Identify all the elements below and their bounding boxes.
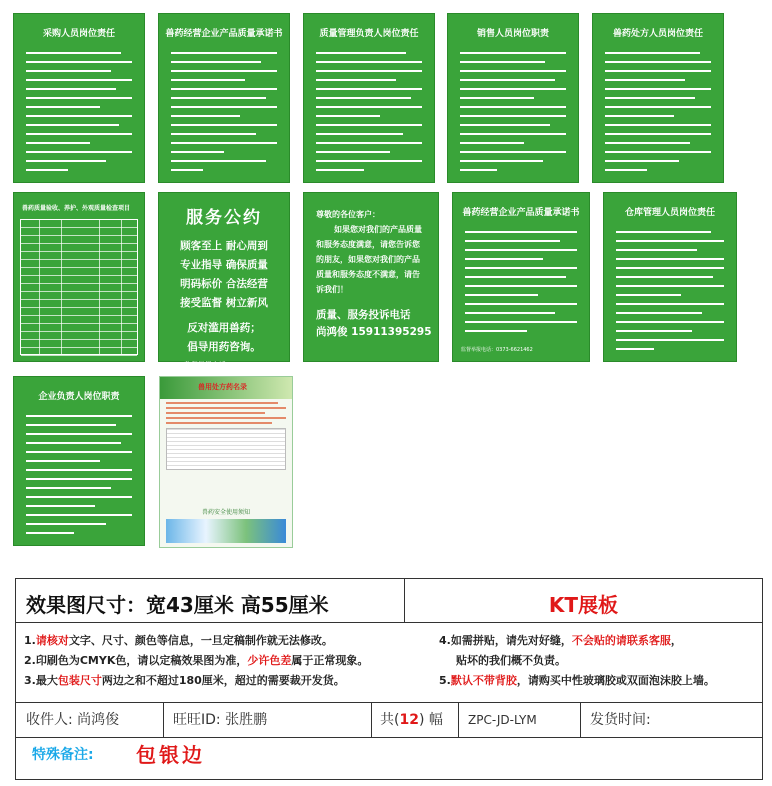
poster-header bbox=[160, 377, 292, 399]
text-lines bbox=[465, 231, 577, 339]
service-line: 接受监督 树立新风 bbox=[180, 297, 268, 309]
complaint-greeting: 尊敬的各位客户： bbox=[316, 210, 380, 219]
text-lines bbox=[26, 52, 132, 178]
notes bbox=[24, 631, 756, 695]
panel-title: 兽药质量验收、养护、外观质量检查项目 bbox=[22, 205, 131, 212]
service-line: 倡导用药咨询。 bbox=[187, 341, 261, 353]
service-line: 反对滥用兽药； bbox=[187, 322, 261, 334]
note-3: 3.最大包装尺寸两边之和不超过180厘米，超过的需要裁开发货。 bbox=[24, 674, 345, 687]
panel-warehouse-duties bbox=[603, 192, 737, 362]
poster-photos bbox=[166, 519, 286, 543]
poster-title: 兽用处方药名录 bbox=[198, 383, 247, 391]
panel-title: 企业负责人岗位职责 bbox=[38, 392, 120, 402]
special-note-label: 特殊备注: bbox=[32, 747, 94, 763]
size-label: 效果图尺寸：宽43厘米 高55厘米 bbox=[26, 593, 329, 617]
text-lines bbox=[460, 52, 566, 178]
panel-sales-duties bbox=[447, 13, 579, 183]
panel-title: 兽药经营企业产品质量承诺书 bbox=[462, 208, 580, 218]
text-lines bbox=[26, 415, 132, 541]
note-1: 1.请核对文字、尺寸、颜色等信息，一旦定稿制作就无法修改。 bbox=[24, 634, 333, 647]
material-label: KT展板 bbox=[548, 593, 619, 617]
service-hotline: 监督举报电话：6621462 bbox=[183, 361, 265, 369]
panel-complaint-notice bbox=[303, 192, 439, 362]
note-2: 2.印刷色为CMYK色，请以定稿效果图为准，少许色差属于正常现象。 bbox=[24, 654, 369, 667]
panel-quality-manager-duties bbox=[303, 13, 435, 183]
size-row bbox=[16, 579, 762, 623]
panel-purchasing-duties bbox=[13, 13, 145, 183]
poster-table bbox=[166, 428, 286, 470]
complaint-heading: 质量、服务投诉电话 bbox=[316, 309, 411, 321]
panel-title: 仓库管理人员岗位责任 bbox=[624, 208, 715, 218]
service-line: 顾客至上 耐心周到 bbox=[180, 240, 268, 252]
order-info-box bbox=[15, 578, 763, 780]
panel-manager-duties bbox=[13, 376, 145, 546]
note-5: 5.默认不带背胶，请购买中性玻璃胶或双面泡沫胶上墙。 bbox=[439, 674, 715, 687]
service-line: 明码标价 合法经营 bbox=[180, 278, 268, 290]
panel-title: 销售人员岗位职责 bbox=[476, 29, 549, 39]
recipient: 收件人: 尚鸿俊 bbox=[26, 712, 120, 728]
text-lines bbox=[171, 52, 277, 178]
panel-prescription-duties bbox=[592, 13, 724, 183]
service-title: 服务公约 bbox=[186, 208, 262, 228]
prescription-drug-poster bbox=[159, 376, 293, 548]
panel-quality-pledge bbox=[158, 13, 290, 183]
panel-inspection-table bbox=[13, 192, 145, 362]
poster-band: 兽药安全使用须知 bbox=[201, 509, 250, 516]
text-lines bbox=[316, 52, 422, 178]
panel-title: 采购人员岗位责任 bbox=[42, 29, 115, 39]
panel-quality-pledge-2 bbox=[452, 192, 590, 362]
panel-title: 质量管理负责人岗位责任 bbox=[319, 29, 419, 39]
wangwang-id: 旺旺ID: 张胜鹏 bbox=[173, 712, 268, 728]
complaint-body: 如果您对我们的产品质量和服务态度满意，请您告诉您的朋友，如果您对我们的产品质量和服务态度不满意，请告诉我们！ bbox=[316, 225, 422, 294]
order-code: ZPC-JD-LYM bbox=[468, 713, 537, 727]
panel-title: 兽药经营企业产品质量承诺书 bbox=[165, 29, 283, 39]
service-line: 专业指导 确保质量 bbox=[180, 259, 268, 271]
panel-title: 兽药处方人员岗位责任 bbox=[612, 29, 703, 39]
inspection-table bbox=[20, 219, 138, 355]
panel-count: 共(12) 幅 bbox=[380, 712, 443, 728]
order-details-row bbox=[16, 702, 762, 738]
text-lines bbox=[616, 231, 724, 357]
note-4-cont: 贴坏的我们概不负责。 bbox=[456, 654, 566, 667]
special-note-value: 包银边 bbox=[136, 743, 205, 767]
note-4: 4.如需拼贴，请先对好缝，不会贴的请联系客服， bbox=[439, 634, 682, 647]
ship-time: 发货时间: bbox=[590, 712, 651, 728]
text-lines bbox=[605, 52, 711, 178]
panel-footer: 监督举报电话：0373-6621462 bbox=[461, 347, 533, 353]
panel-service-pledge bbox=[158, 192, 290, 369]
complaint-contact: 尚鸿俊 15911395295 bbox=[316, 326, 432, 338]
